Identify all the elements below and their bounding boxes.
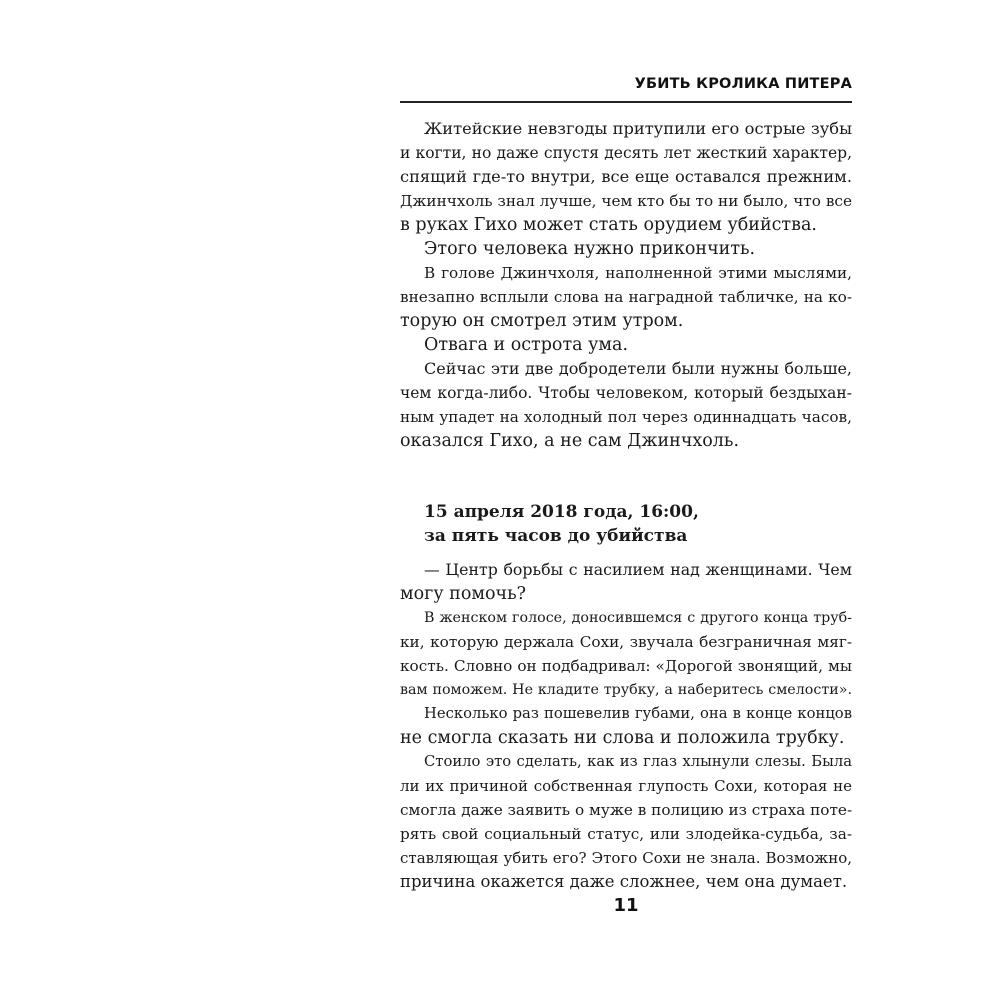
- text-line: чем когда-либо. Чтобы человеком, который бездыхан-: [400, 384, 852, 402]
- text-line: кость. Словно он подбадривал: «Дорогой звонящий, мы: [400, 657, 852, 675]
- text-line: Джинчхоль знал лучше, чем кто бы то ни было, что все: [400, 192, 852, 210]
- text-line: внезапно всплыли слова на наградной табличке, на ко-: [400, 288, 852, 306]
- text-line: причина окажется даже сложнее, чем она думает.: [400, 872, 848, 891]
- scene-heading: [424, 500, 852, 548]
- text-line: Житейские невзгоды притупили его острые зубы: [424, 119, 852, 138]
- text-line: спящий где-то внутри, все еще оставался прежним.: [400, 167, 852, 186]
- text-line: Сейчас эти две добродетели были нужны больше,: [424, 359, 852, 378]
- heading-date-line: 15 апреля 2018 года, 16:00,: [424, 502, 699, 522]
- text-line: ли их причиной собственная глупость Сохи, которая не: [400, 777, 852, 795]
- text-line: могу помочь?: [400, 584, 527, 604]
- text-line: смогла даже заявить о муже в полицию из страха поте-: [400, 801, 852, 819]
- text-line: Стоило это сделать, как из глаз хлынули слезы. Была: [424, 753, 852, 770]
- text-line: торую он смотрел этим утром.: [400, 311, 684, 331]
- heading-time-line: за пять часов до убийства: [424, 526, 688, 546]
- text-line: ным упадет на холодный пол через одиннадцать часов,: [400, 408, 852, 426]
- text-line: Этого человека нужно прикончить.: [424, 239, 756, 259]
- text-line: В женском голосе, доносившемся с другого конца труб-: [424, 610, 852, 626]
- page-number: 11: [613, 895, 639, 916]
- header-rule: [400, 101, 852, 103]
- text-line: не смогла сказать ни слова и положила трубку.: [400, 728, 845, 748]
- text-line: Отвага и острота ума.: [424, 335, 629, 355]
- text-line: — Центр борьбы с насилием над женщинами. Чем: [424, 560, 852, 579]
- text-line: Несколько раз пошевелив губами, она в конце концов: [424, 705, 852, 722]
- section-one-text: [400, 117, 852, 453]
- text-line: оказался Гихо, а не сам Джинчхоль.: [400, 431, 740, 451]
- text-line: и когти, но даже спустя десять лет жесткий характер,: [400, 144, 852, 162]
- text-line: ставляющая убить его? Этого Сохи не знала. Возможно,: [400, 849, 852, 867]
- text-line: ки, которую держала Сохи, звучала безграничная мяг-: [400, 633, 852, 651]
- text-line: в руках Гихо может стать орудием убийства.: [400, 215, 817, 235]
- text-line: рять свой социальный статус, или злодейка-судьба, за-: [400, 825, 852, 843]
- text-line: В голове Джинчхоля, наполненной этими мыслями,: [424, 264, 852, 282]
- running-head: УБИТЬ КРОЛИКА ПИТЕРА: [634, 76, 852, 92]
- section-two-text: [400, 558, 852, 894]
- text-line: вам поможем. Не кладите трубку, а наберитесь смелости».: [400, 682, 852, 698]
